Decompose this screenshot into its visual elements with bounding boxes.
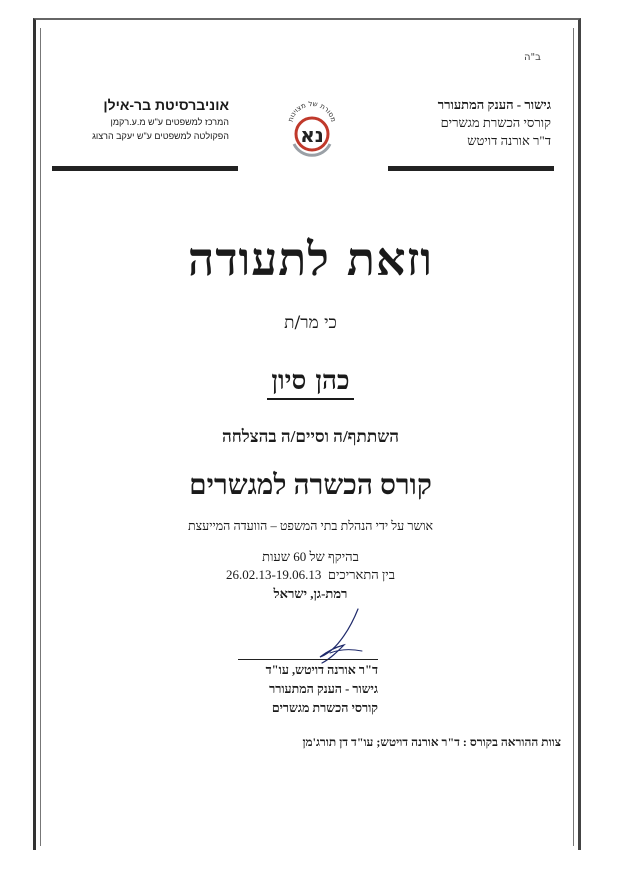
recipient-name-row [0, 366, 621, 396]
logo-caption [286, 100, 337, 123]
certificate-title: וזאת לתעודה [187, 232, 434, 286]
header-right-line1: גישור - הענק המתעורר [437, 97, 551, 112]
recipient-prefix: כי מר/ת [284, 313, 337, 333]
header-rule-left [52, 166, 238, 171]
course-name: קורס הכשרה למגשרים [189, 470, 432, 501]
logo-caption-text: מסורת של מצוינות [286, 99, 338, 123]
signature-icon [300, 605, 390, 665]
logo-glyph: נא [300, 123, 324, 147]
header-right [438, 97, 551, 149]
page-mark: ב"ה [524, 52, 541, 63]
course-location: רמת-גן, ישראל [273, 586, 348, 601]
approval-statement: אושר על ידי הנהלת בתי המשפט – הוועדה המייעצת [187, 519, 434, 533]
course-hours: בהיקף של 60 שעות [262, 549, 359, 564]
dates-value: 26.02.13-19.06.13 [226, 567, 322, 582]
header-rule-right [388, 166, 554, 171]
teaching-staff: צוות ההוראה בקורס : ד"ר אורנה דויטש; עו"ד דן תורג'מן [302, 735, 561, 749]
header-right-line2: קורסי הכשרת מגשרים [440, 115, 551, 130]
signer-org: גישור - הענק המתעורר [269, 682, 378, 696]
recipient-name: כהן סיון [267, 366, 353, 400]
signature-block [266, 661, 378, 718]
university-center: המרכז למשפטים ע"ש מ.ע.רקמן [110, 117, 229, 127]
signature-line [238, 659, 378, 660]
dates-label: בין התאריכים [327, 567, 395, 582]
course-dates [0, 567, 621, 583]
header-left [92, 97, 229, 141]
university-faculty: הפקולטה למשפטים ע"ש יעקב הרצוג [92, 131, 229, 141]
signer-name: ד"ר אורנה דויטש, עו"ד [265, 663, 378, 677]
signer-program: קורסי הכשרת מגשרים [271, 701, 378, 715]
university-logo-icon [282, 92, 342, 162]
university-name: אוניברסיטת בר-אילן [103, 97, 229, 113]
completion-statement: השתתף/ה וסיים/ה בהצלחה [221, 427, 400, 446]
header-right-line3: ד"ר אורנה דויטש [467, 133, 551, 148]
